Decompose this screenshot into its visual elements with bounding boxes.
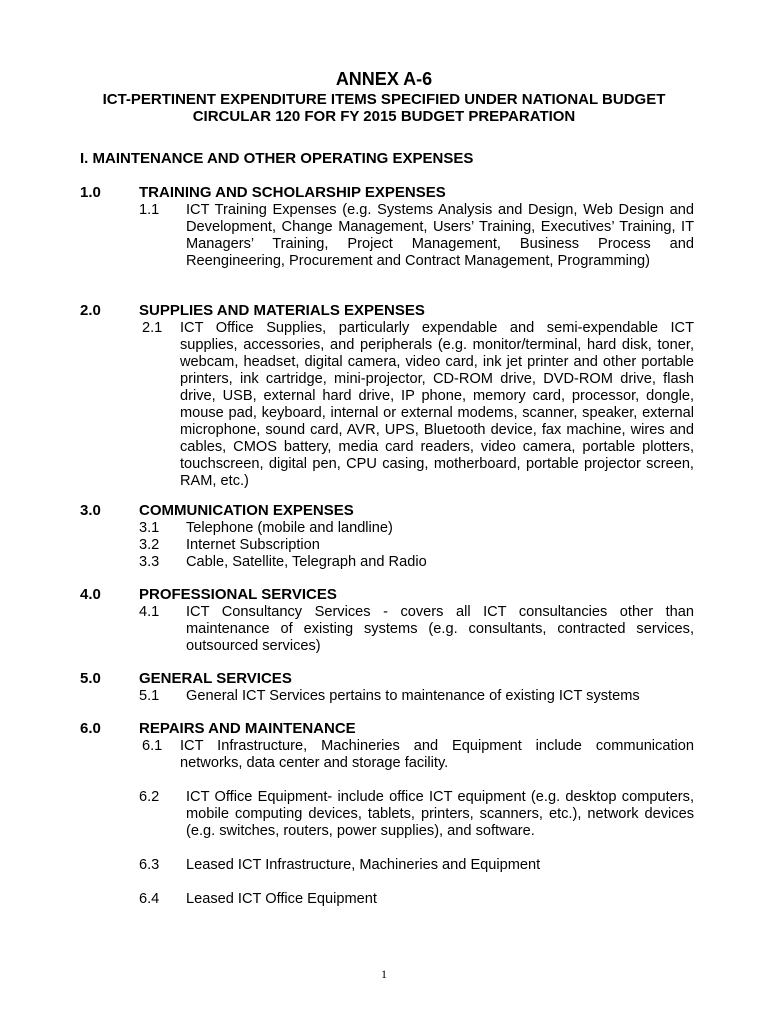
section-title: SUPPLIES AND MATERIALS EXPENSES [139, 302, 425, 319]
document-subtitle-line-1: ICT-PERTINENT EXPENDITURE ITEMS SPECIFIED UNDER NATIONAL BUDGET [102, 91, 666, 108]
item-text: ICT Office Equipment- include office ICT equipment (e.g. desktop computers, mobile computing devices, tablets, printers, scanners, etc.), network devices (e.g. switches, routers, power supplies), and software. [186, 789, 694, 839]
section-heading [80, 302, 700, 320]
item-text: ICT Infrastructure, Machineries and Equipment include communication networks, data center and storage facility. [180, 738, 694, 771]
document-subtitle-line-2: CIRCULAR 120 FOR FY 2015 BUDGET PREPARATION [192, 108, 576, 125]
item-number: 3.1 [139, 520, 160, 536]
annex-title: ANNEX A-6 [335, 69, 433, 89]
section-number: 5.0 [80, 670, 101, 687]
section-number: 3.0 [80, 502, 101, 519]
item-text: Leased ICT Office Equipment [186, 891, 377, 907]
list-item [80, 738, 700, 772]
list-item [80, 857, 700, 874]
section-heading [80, 586, 700, 604]
item-number: 6.1 [142, 738, 163, 754]
section-supplies [80, 302, 700, 490]
item-number: 1.1 [139, 202, 160, 218]
item-number: 2.1 [142, 320, 163, 336]
list-item [80, 537, 700, 554]
item-number: 3.2 [139, 537, 160, 553]
section-title: COMMUNICATION EXPENSES [139, 502, 354, 519]
item-text: General ICT Services pertains to maintenance of existing ICT systems [186, 688, 640, 704]
section-title: REPAIRS AND MAINTENANCE [139, 720, 356, 737]
section-title: GENERAL SERVICES [139, 670, 292, 687]
section-number: 4.0 [80, 586, 101, 603]
item-text: Cable, Satellite, Telegraph and Radio [186, 554, 427, 570]
item-text: Leased ICT Infrastructure, Machineries and Equipment [186, 857, 541, 873]
item-number: 6.2 [139, 789, 160, 805]
section-heading [80, 184, 700, 202]
section-heading [80, 670, 700, 688]
section-general-services [80, 670, 700, 705]
list-item [80, 688, 700, 705]
section-repairs-maintenance [80, 720, 700, 908]
item-text: Telephone (mobile and landline) [186, 520, 393, 536]
item-text: ICT Training Expenses (e.g. Systems Analysis and Design, Web Design and Development, Change Management, Users’ Training, Executives’ Training, IT Managers’ Training, Project Management, Business Process and Reengineering, Procurement and Contract Management, Programming) [186, 202, 694, 269]
part-heading: I. MAINTENANCE AND OTHER OPERATING EXPENSES [80, 150, 474, 167]
page-number: 1 [381, 967, 387, 981]
section-title: PROFESSIONAL SERVICES [139, 586, 337, 603]
list-item [80, 604, 700, 655]
section-number: 1.0 [80, 184, 101, 201]
item-text: ICT Office Supplies, particularly expendable and semi-expendable ICT supplies, accessories, and peripherals (e.g. monitor/terminal, hard disk, toner, webcam, headset, digital camera, video card, ink jet printer and other portable printers, ink cartridge, mini-projector, CD-ROM drive, DVD-ROM drive, flash drive, USB, external hard drive, IP phone, memory card, processor, dongle, mouse pad, keyboard, internal or external modems, scanner, speaker, external microphone, sound card, AVR, UPS, Bluetooth device, fax machine, wires and cables, CMOS battery, media card readers, video camera, portable plotters, touchscreen, digital pen, CPU casing, motherboard, portable projector screen, RAM, etc.) [180, 320, 694, 489]
section-number: 6.0 [80, 720, 101, 737]
section-training [80, 184, 700, 270]
section-number: 2.0 [80, 302, 101, 319]
item-text: Internet Subscription [186, 537, 320, 553]
list-item [80, 891, 700, 908]
item-number: 6.4 [139, 891, 160, 907]
item-number: 4.1 [139, 604, 160, 620]
item-text: ICT Consultancy Services - covers all ICT consultancies other than maintenance of existing systems (e.g. consultants, contracted services, outsourced services) [186, 604, 694, 654]
section-heading [80, 502, 700, 520]
list-item [80, 520, 700, 537]
list-item [80, 202, 700, 270]
section-heading [80, 720, 700, 738]
item-number: 5.1 [139, 688, 160, 704]
list-item [80, 320, 700, 490]
item-number: 3.3 [139, 554, 160, 570]
section-communication [80, 502, 700, 571]
list-item [80, 789, 700, 840]
item-number: 6.3 [139, 857, 160, 873]
section-professional-services [80, 586, 700, 655]
list-item [80, 554, 700, 571]
section-title: TRAINING AND SCHOLARSHIP EXPENSES [139, 184, 446, 201]
